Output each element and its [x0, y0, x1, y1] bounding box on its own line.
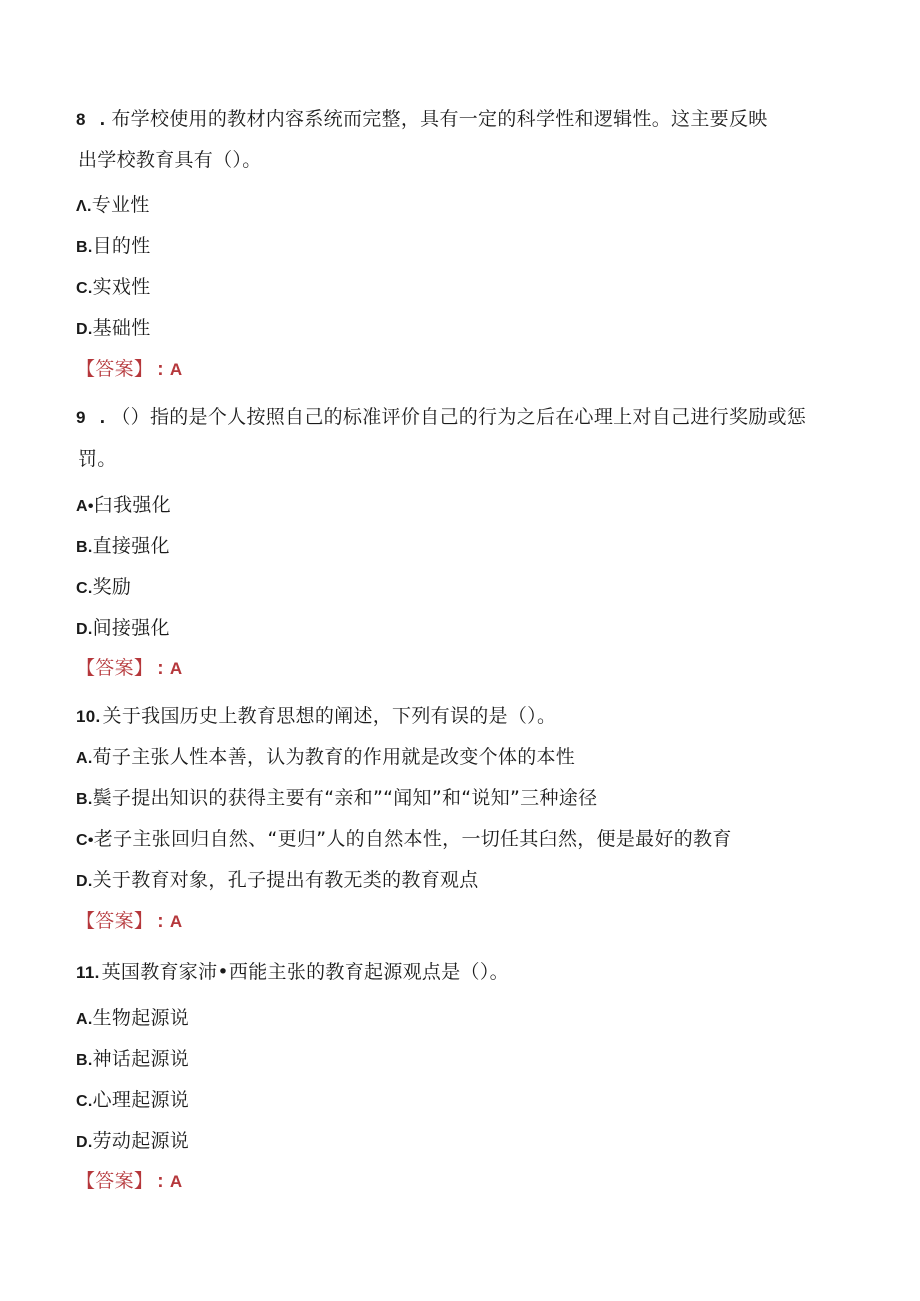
option-letter: A.	[76, 750, 93, 767]
question-9-stem-continued: 罚。	[78, 448, 117, 470]
question-text: 关于我国历史上教育思想的阐述，下列有误的是（）。	[102, 705, 557, 727]
option-letter: A•	[76, 498, 94, 515]
answer-label: 【答案】	[76, 358, 154, 380]
option-text: 老子主张回归自然、“更归”人的自然本性，一切任其臼然，便是最好的教育	[93, 828, 732, 850]
option-text: 生物起源说	[92, 1007, 190, 1029]
option-letter: C.	[76, 280, 93, 297]
question-10-stem	[76, 704, 556, 729]
question-text: 布学校使用的教材内容系统而完整，具有一定的科学性和逻辑性。这主要反映	[111, 108, 768, 130]
question-11-option-a	[76, 1006, 189, 1032]
question-8-stem	[76, 107, 768, 132]
question-number: 9	[76, 408, 86, 427]
option-letter: C.	[76, 580, 93, 597]
question-8-option-a	[76, 193, 150, 219]
question-number: 8	[76, 110, 86, 129]
option-text: 目的性	[92, 235, 151, 257]
option-letter: D.	[76, 873, 93, 890]
answer-value: A	[169, 659, 183, 678]
option-letter: D.	[76, 1134, 93, 1151]
option-text: 荀子主张人性本善，认为教育的作用就是改变个体的本性	[92, 746, 576, 768]
option-text: 实戏性	[92, 276, 151, 298]
option-letter: C•	[76, 832, 94, 849]
question-9-stem	[76, 405, 806, 430]
question-9-option-c	[76, 575, 131, 601]
question-9-option-b	[76, 534, 170, 560]
answer-label: 【答案】	[76, 657, 154, 679]
question-text: （）指的是个人按照自己的标准评价自己的行为之后在心理上对自己进行奖励或惩	[111, 406, 807, 428]
question-11-option-d	[76, 1129, 189, 1155]
answer-colon: :	[157, 658, 164, 679]
option-letter: D.	[76, 621, 93, 638]
question-text: 英国教育家沛•西能主张的教育起源观点是（）。	[101, 961, 509, 983]
answer-value: A	[169, 360, 183, 379]
question-10-option-d	[76, 868, 479, 894]
option-text: 鬓子提出知识的获得主要有“亲和”“闻知”和“说知”三种途径	[92, 787, 598, 809]
answer-colon: :	[157, 1171, 164, 1192]
question-11-stem	[76, 960, 509, 985]
answer-value: A	[169, 912, 183, 931]
question-11-option-b	[76, 1047, 189, 1073]
question-11-option-c	[76, 1088, 189, 1114]
option-letter: A.	[76, 1011, 93, 1028]
option-letter: C.	[76, 1093, 93, 1110]
answer-label: 【答案】	[76, 910, 154, 932]
answer-value: A	[169, 1172, 183, 1191]
question-9-option-a	[76, 493, 171, 519]
option-text: 臼我强化	[93, 494, 171, 516]
option-letter: B.	[76, 1052, 93, 1069]
option-text: 关于教育对象，孔子提出有教无类的教育观点	[92, 869, 479, 891]
question-number: 11.	[76, 963, 100, 982]
question-8-option-d	[76, 316, 151, 342]
option-letter: B.	[76, 539, 93, 556]
question-11-answer	[76, 1169, 182, 1194]
answer-label: 【答案】	[76, 1170, 154, 1192]
question-8-stem-continued: 出学校教育具有（）。	[78, 149, 262, 171]
option-letter: B.	[76, 239, 93, 256]
option-text: 间接强化	[92, 617, 170, 639]
question-9-answer	[76, 656, 182, 681]
option-text: 直接强化	[92, 535, 170, 557]
option-text: 神话起源说	[92, 1048, 190, 1070]
question-8-option-b	[76, 234, 151, 260]
option-letter: D.	[76, 321, 93, 338]
answer-colon: :	[157, 911, 164, 932]
question-number: 10.	[76, 707, 101, 726]
question-10-option-b	[76, 786, 597, 812]
option-letter: Λ.	[76, 198, 92, 215]
option-text: 奖励	[92, 576, 132, 598]
option-text: 劳动起源说	[92, 1130, 190, 1152]
option-letter: B.	[76, 791, 93, 808]
option-text: 基础性	[92, 317, 151, 339]
question-8-answer	[76, 357, 182, 382]
question-10-option-c	[76, 827, 732, 853]
question-9-option-d	[76, 616, 170, 642]
question-separator: .	[99, 109, 106, 130]
option-text: 心理起源说	[92, 1089, 190, 1111]
answer-colon: :	[157, 359, 164, 380]
question-10-option-a	[76, 745, 575, 771]
option-text: 专业性	[91, 194, 150, 216]
question-8-option-c	[76, 275, 151, 301]
question-10-answer	[76, 909, 182, 934]
question-separator: .	[99, 407, 106, 428]
